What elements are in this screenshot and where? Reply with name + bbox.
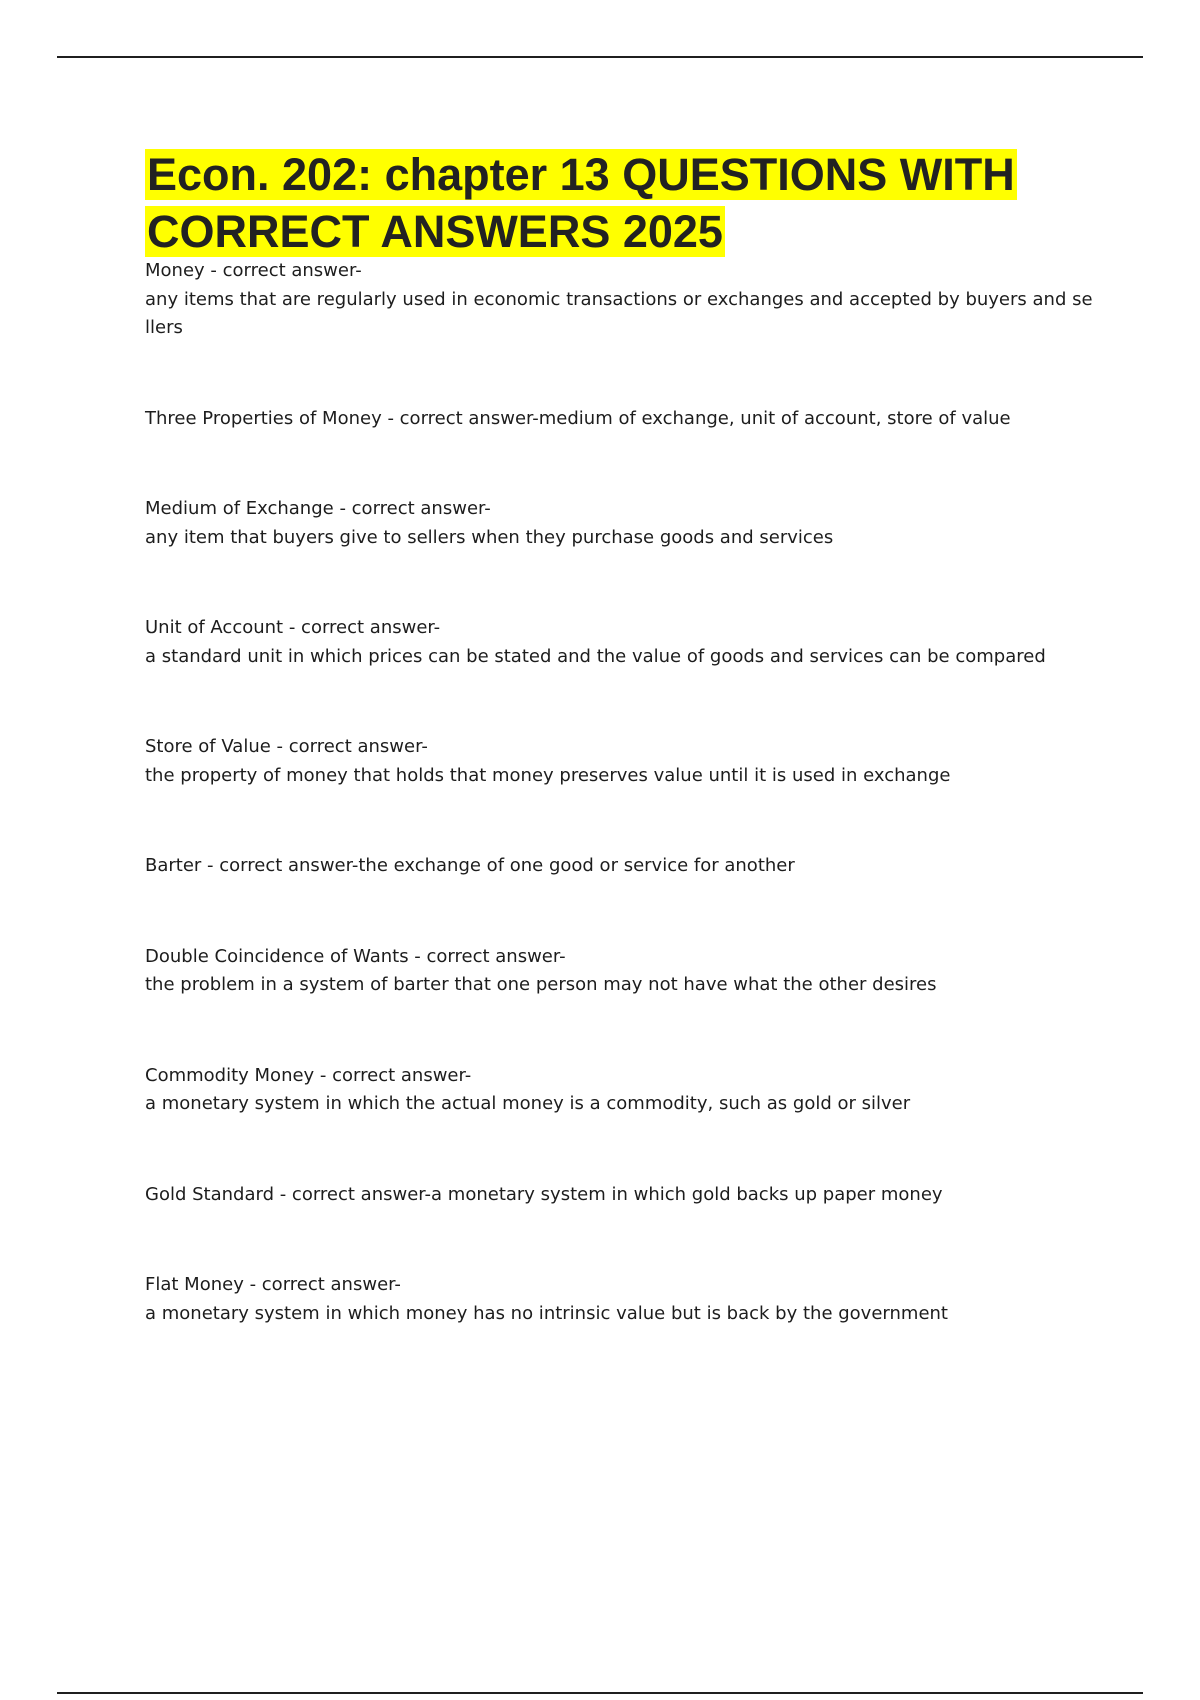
entry-store-of-value (145, 733, 1095, 790)
entry-term: Barter - correct answer-the exchange of one good or service for another (145, 855, 795, 876)
entry-double-coincidence (145, 943, 1095, 1000)
entry-definition: the problem in a system of barter that one person may not have what the other desires (145, 974, 937, 995)
entry-flat-money (145, 1271, 1095, 1328)
entry-three-properties (145, 405, 1095, 434)
entry-list (145, 257, 1095, 1390)
entry-definition: the property of money that holds that money preserves value until it is used in exchange (145, 764, 951, 786)
entry-gold-standard (145, 1181, 1095, 1210)
entry-term: Unit of Account - correct answer- (145, 617, 441, 638)
entry-term: Medium of Exchange - correct answer- (145, 498, 491, 519)
entry-term: Gold Standard - correct answer-a monetary system in which gold backs up paper money (145, 1183, 943, 1205)
page-title (145, 146, 1105, 260)
bottom-rule (57, 1692, 1143, 1694)
entry-term: Store of Value - correct answer- (145, 736, 428, 757)
title-highlight: Econ. 202: chapter 13 QUESTIONS WITH CORRECT ANSWERS 2025 (147, 149, 1015, 257)
entry-term: Commodity Money - correct answer- (145, 1064, 472, 1086)
entry-definition: a monetary system in which the actual money is a commodity, such as gold or silver (145, 1093, 911, 1114)
entry-medium-of-exchange (145, 495, 1095, 552)
top-rule (57, 56, 1143, 58)
entry-money (145, 257, 1095, 343)
entry-definition: a monetary system in which money has no intrinsic value but is back by the government (145, 1302, 948, 1324)
entry-unit-of-account (145, 614, 1095, 671)
title-block (145, 146, 1105, 260)
entry-term: Three Properties of Money - correct answer-medium of exchange, unit of account, store of value (145, 407, 1011, 429)
entry-term: Money - correct answer- (145, 260, 362, 281)
entry-commodity-money (145, 1062, 1095, 1119)
entry-definition: a standard unit in which prices can be stated and the value of goods and services can be compared (145, 645, 1046, 667)
entry-definition: any item that buyers give to sellers when they purchase goods and services (145, 526, 834, 548)
entry-definition: any items that are regularly used in economic transactions or exchanges and accepted by buyers and sellers (145, 288, 1093, 338)
entry-term: Double Coincidence of Wants - correct answer- (145, 945, 566, 967)
entry-term: Flat Money - correct answer- (145, 1274, 401, 1295)
entry-barter (145, 852, 1095, 881)
